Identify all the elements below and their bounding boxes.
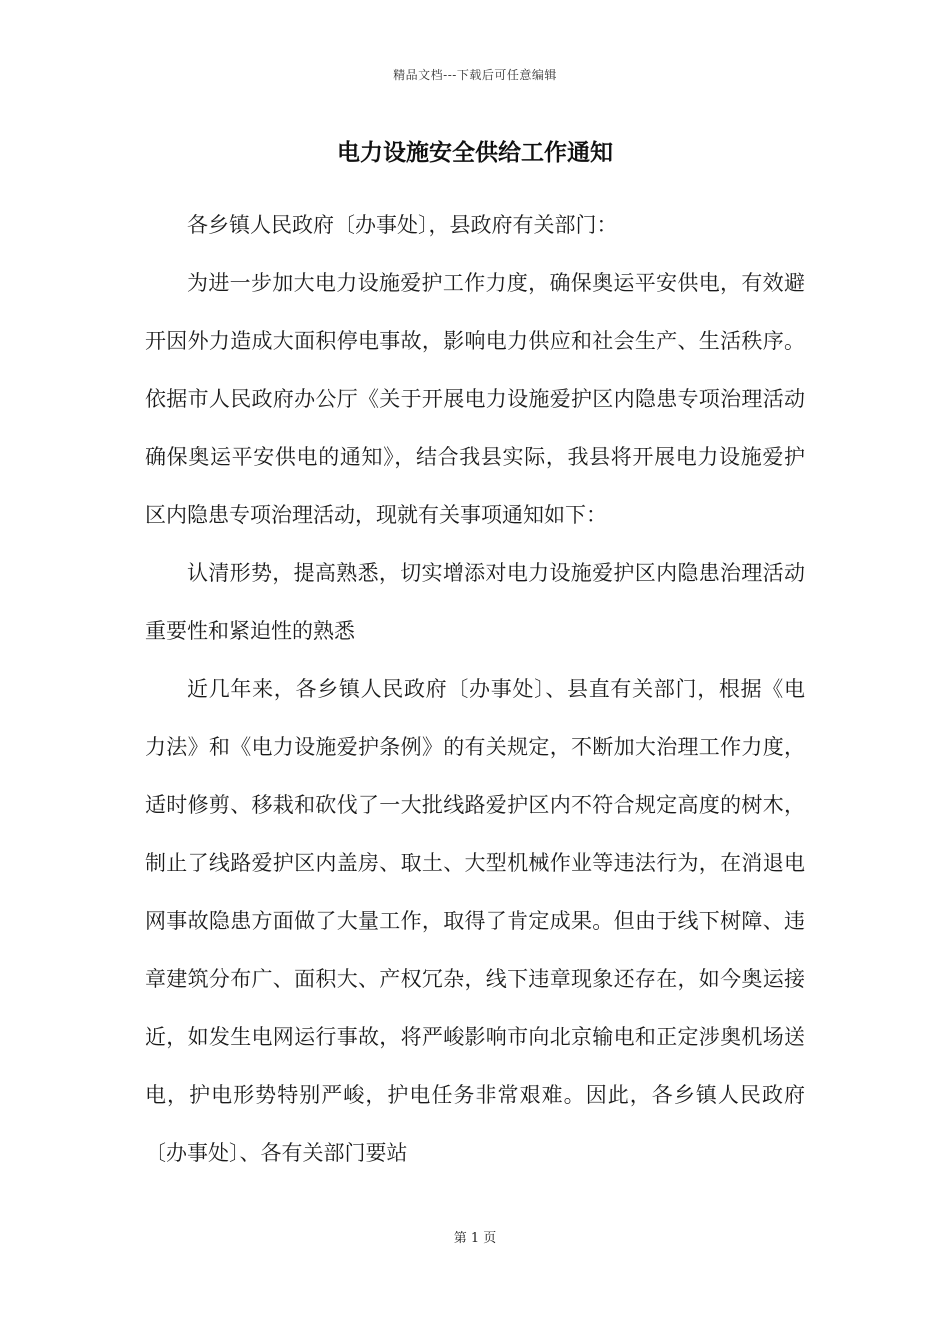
header-note: 精品文档---下载后可任意编辑 <box>393 68 557 82</box>
document-body <box>145 196 805 1182</box>
salutation-paragraph: 各乡镇人民政府〔办事处〕，县政府有关部门： <box>187 213 618 237</box>
document-title: 电力设施安全供给工作通知 <box>337 139 613 166</box>
section-heading-paragraph: 认清形势，提高熟悉，切实增添对电力设施爱护区内隐患治理活动重要性和紧迫性的熟悉 <box>145 561 805 643</box>
body-paragraph: 为进一步加大电力设施爱护工作力度，确保奥运平安供电，有效避开因外力造成大面积停电事故，影响电力供应和社会生产、生活秩序。依据市人民政府办公厅《关于开展电力设施爱护区内隐患专项治理活动确保奥运平安供电的通知》，结合我县实际，我县将开展电力设施爱护区内隐患专项治理活动，现就有关事项通知如下： <box>145 271 805 527</box>
page-number: 第 1 页 <box>453 1231 497 1246</box>
body-paragraph: 近几年来，各乡镇人民政府〔办事处〕、县直有关部门，根据《电力法》和《电力设施爱护条例》的有关规定，不断加大治理工作力度，适时修剪、移栽和砍伐了一大批线路爱护区内不符合规定高度的树木，制止了线路爱护区内盖房、取土、大型机械作业等违法行为，在消退电网事故隐患方面做了大量工作，取得了肯定成果。但由于线下树障、违章建筑分布广、面积大、产权冗杂，线下违章现象还存在，如今奥运接近，如发生电网运行事故，将严峻影响市向北京输电和正定涉奥机场送电，护电形势特别严峻，护电任务非常艰难。因此，各乡镇人民政府〔办事处〕、各有关部门要站 <box>145 677 805 1165</box>
